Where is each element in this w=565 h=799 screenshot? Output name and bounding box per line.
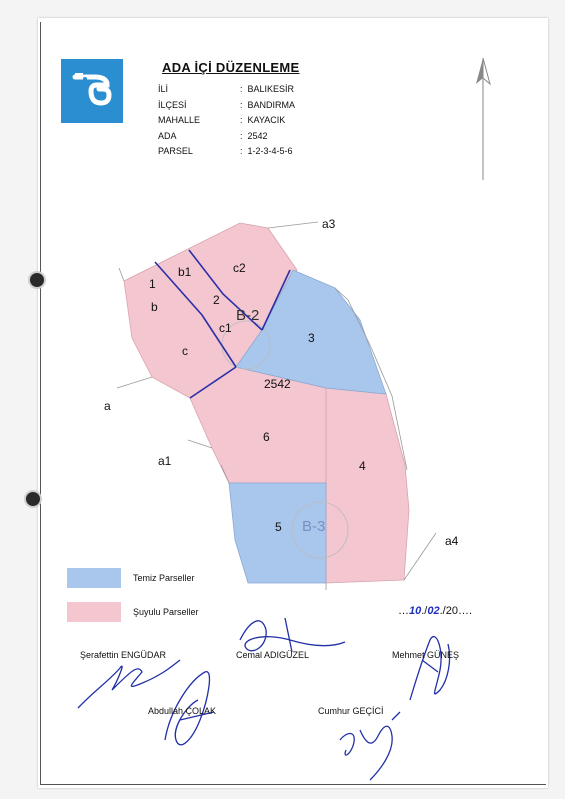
signatory-name: Abdullah ÇOLAK	[148, 706, 217, 716]
block-label-b3: B-3	[302, 518, 326, 535]
parcel-label-4: 4	[359, 459, 366, 473]
point-label-a1: a1	[158, 454, 172, 468]
point-label-c2: c2	[233, 261, 246, 275]
point-label-b: b	[151, 300, 158, 314]
point-label-c: c	[182, 344, 188, 358]
point-label-a4: a4	[445, 534, 459, 548]
document-title: ADA İÇİ DÜZENLEME	[162, 60, 300, 75]
signatory-name: Cumhur GEÇİCİ	[318, 706, 384, 716]
parcel-label-2: 2	[213, 293, 220, 307]
document-date: …10./02./20….	[398, 605, 473, 617]
north-arrow-icon	[476, 58, 490, 180]
date-year: 20	[445, 605, 458, 617]
parcel-label-6: 6	[263, 430, 270, 444]
block-label-b2: B-2	[236, 307, 260, 324]
field-value: : KAYACIK	[240, 115, 286, 125]
date-month: 02	[427, 605, 440, 617]
field-key: İLÇESİ	[158, 99, 187, 110]
parcel-label-5: 5	[275, 520, 282, 534]
legend-swatch-clean	[67, 568, 121, 588]
block-number-label: 2542	[264, 377, 291, 391]
signature-adiguzel	[240, 618, 345, 652]
field-value: : BANDIRMA	[240, 99, 296, 110]
signature-gunes	[410, 637, 450, 700]
signature-marks	[78, 618, 450, 780]
point-label-b1: b1	[178, 265, 192, 279]
date-day: 10	[409, 605, 422, 617]
parcel-label-1: 1	[149, 277, 156, 291]
signature-engudar	[78, 660, 180, 708]
legend-label-clean: Temiz Parseller	[133, 573, 195, 583]
field-key: İLİ	[158, 84, 169, 94]
field-key: ADA	[158, 130, 177, 141]
signatory-name: Cemal ADIGÜZEL	[236, 650, 310, 660]
parcel-label-3: 3	[308, 331, 315, 345]
point-label-a3: a3	[322, 217, 336, 231]
field-key: MAHALLE	[158, 115, 201, 125]
legend-swatch-shared	[67, 602, 121, 622]
signature-gecici	[340, 712, 400, 780]
signatory-name: Mehmet GÜNEŞ	[392, 650, 460, 660]
field-key: PARSEL	[158, 146, 193, 156]
field-value: : 2542	[240, 130, 268, 141]
point-label-c1: c1	[219, 321, 232, 335]
legend-label-shared: Şuyulu Parseller	[133, 607, 199, 617]
field-value: : 1-2-3-4-5-6	[240, 146, 293, 156]
field-value: : BALIKESİR	[240, 84, 295, 94]
signatory-name: Şerafettin ENGÜDAR	[80, 650, 167, 660]
point-label-a: a	[104, 399, 111, 413]
